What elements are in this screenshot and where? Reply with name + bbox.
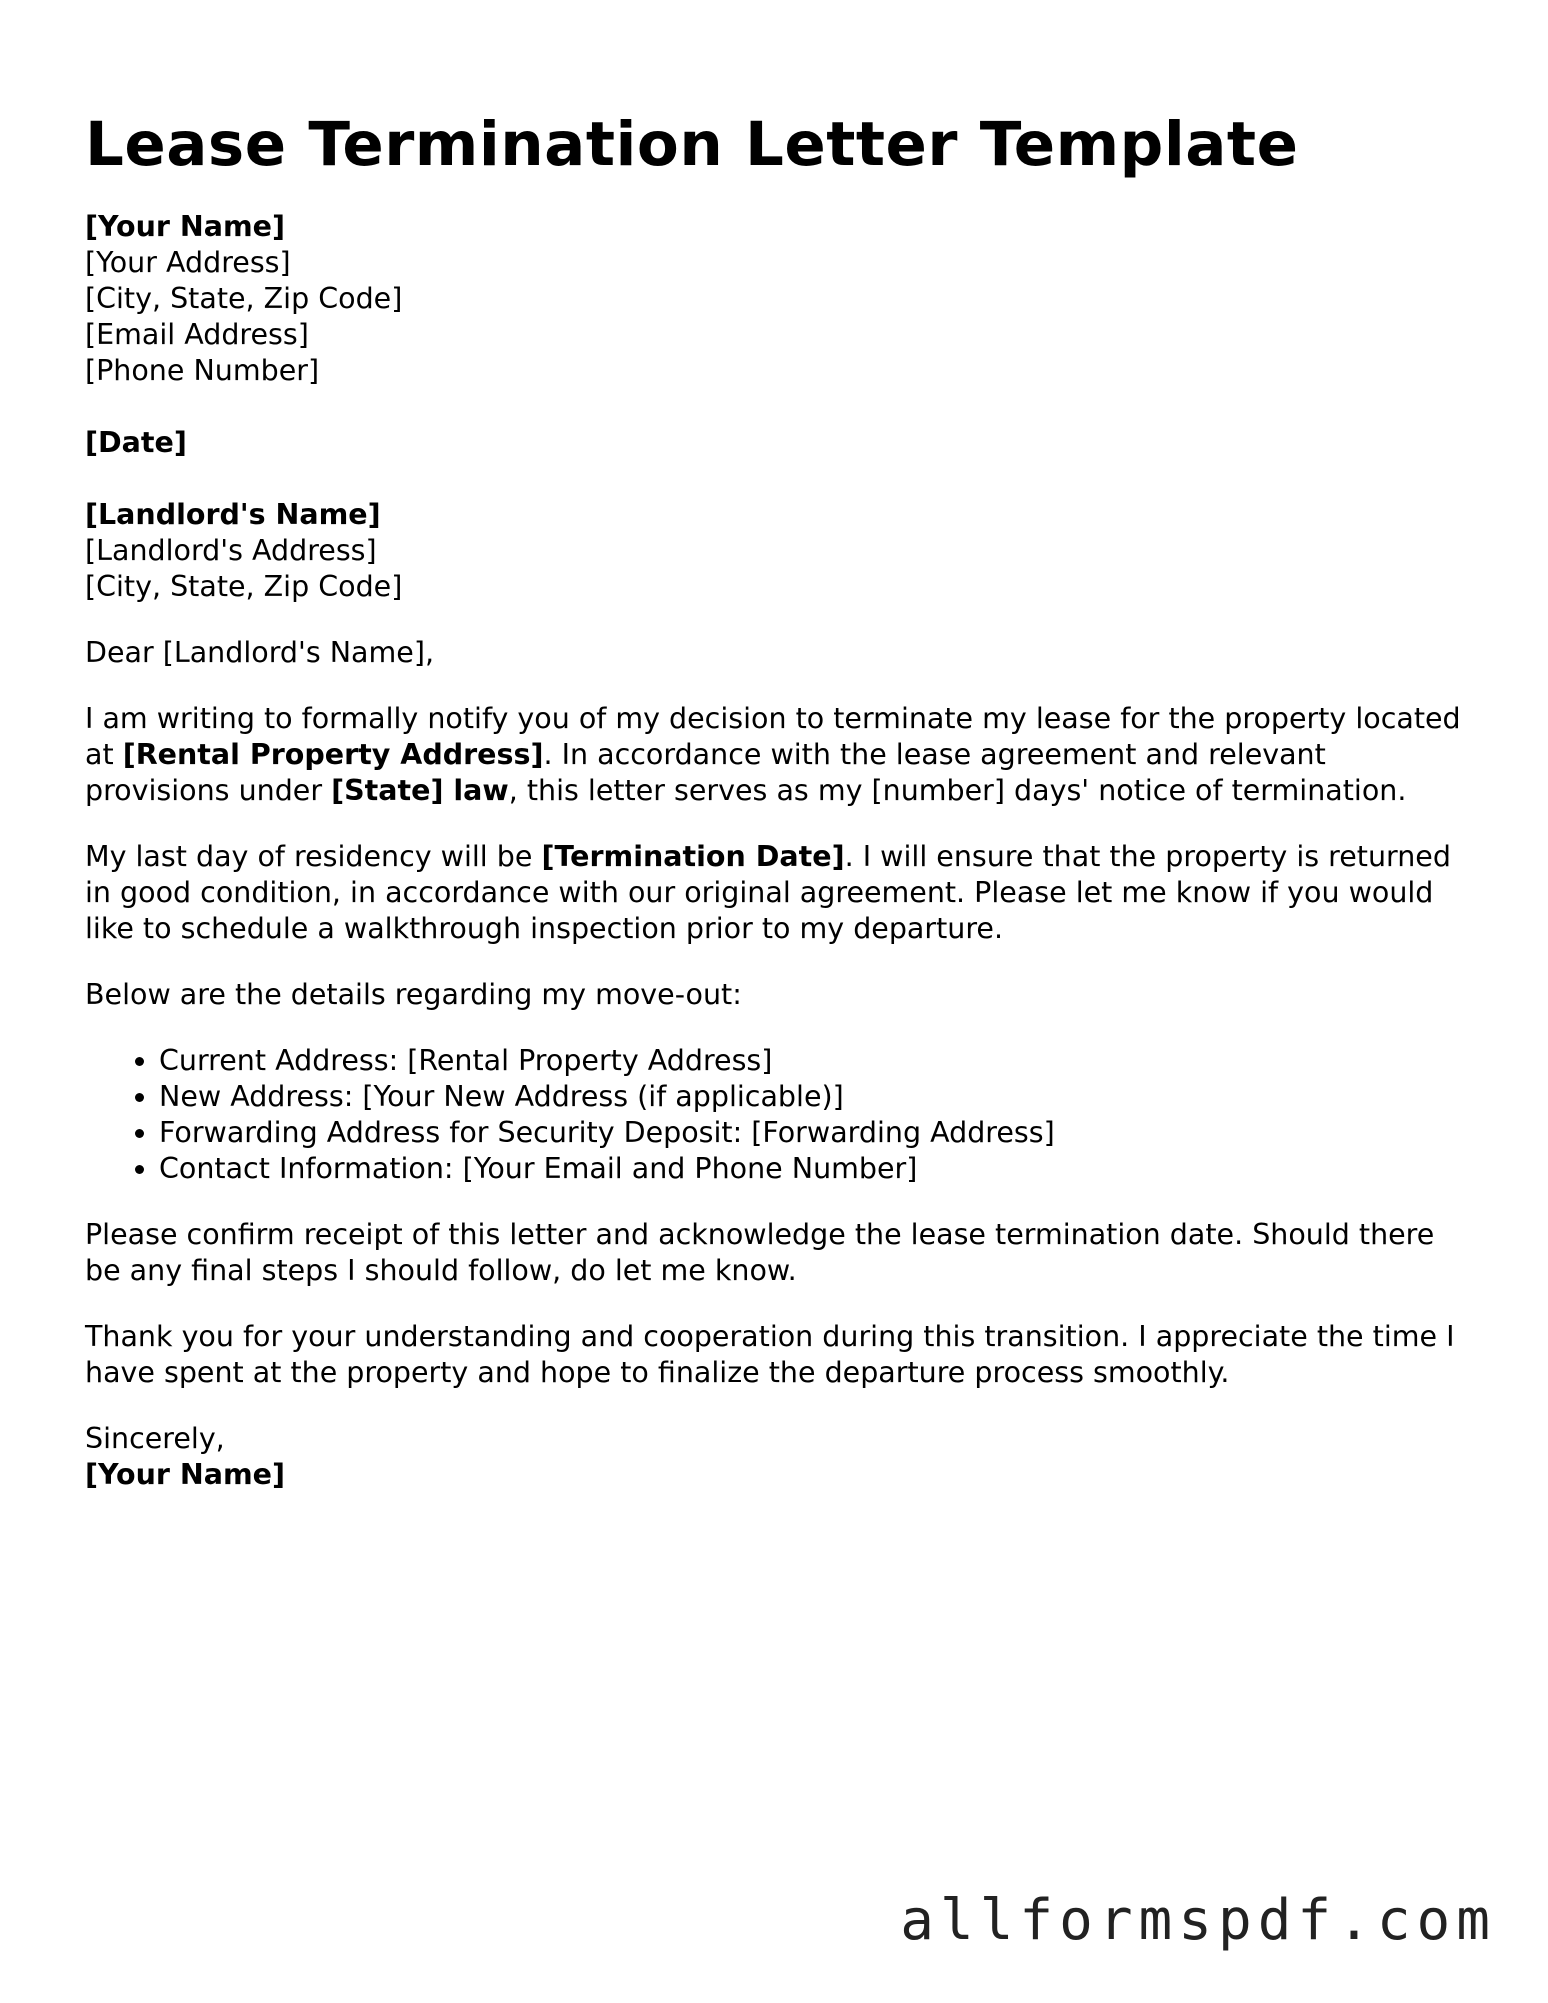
list-item: • New Address: [Your New Address (if applicable)]	[159, 1079, 1465, 1115]
move-out-details-list	[85, 1043, 1465, 1187]
details-intro: Below are the details regarding my move-out:	[85, 978, 742, 1011]
paragraph-thanks: Thank you for your understanding and cooperation during this transition. I appreciate the time I have spent at the property and hope to finalize the departure process smoothly.	[85, 1320, 1455, 1389]
paragraph-notice	[85, 701, 1465, 809]
letter-page	[85, 105, 1465, 1493]
list-item: • Forwarding Address for Security Deposit: [Forwarding Address]	[159, 1115, 1465, 1151]
sender-email: [Email Address]	[85, 318, 309, 351]
salutation: Dear [Landlord's Name],	[85, 636, 434, 669]
closing-block	[85, 1421, 1465, 1493]
recipient-address: [Landlord's Address]	[85, 534, 377, 567]
termination-date: [Termination Date]	[541, 840, 845, 873]
sender-block	[85, 209, 1465, 389]
paragraph-notice-text-1: I am writing to formally notify you of my decision to terminate my lease for the property located at	[85, 702, 1461, 771]
sender-phone: [Phone Number]	[85, 354, 320, 387]
sender-city-state-zip: [City, State, Zip Code]	[85, 282, 403, 315]
paragraph-residency-text-1: My last day of residency will be	[85, 840, 542, 873]
recipient-city-state-zip: [City, State, Zip Code]	[85, 570, 403, 603]
recipient-block	[85, 497, 1465, 605]
sender-name: [Your Name]	[85, 210, 286, 243]
recipient-name: [Landlord's Name]	[85, 498, 381, 531]
paragraph-notice-text-3: , this letter serves as my [number] days' notice of termination.	[508, 774, 1407, 807]
list-item: • Current Address: [Rental Property Address]	[159, 1043, 1465, 1079]
list-item: • Contact Information: [Your Email and Phone Number]	[159, 1151, 1465, 1187]
paragraph-residency-text-2: . I will ensure that the property is returned in good condition, in accordance with our original agreement. Please let me know if you would like to schedule a walkthrough inspection prior to my departure.	[85, 840, 1451, 945]
rental-property-address: [Rental Property Address]	[122, 738, 544, 771]
page-title: Lease Termination Letter Template	[85, 109, 1299, 180]
paragraph-confirm: Please confirm receipt of this letter and acknowledge the lease termination date. Should there be any final steps I should follow, do let me know.	[85, 1218, 1435, 1287]
sender-address: [Your Address]	[85, 246, 291, 279]
paragraph-notice-text-2: . In accordance with the lease agreement and relevant provisions under	[85, 738, 1326, 807]
signature-name: [Your Name]	[85, 1458, 286, 1491]
closing-text: Sincerely,	[85, 1422, 225, 1455]
letter-date: [Date]	[85, 426, 187, 459]
paragraph-residency	[85, 839, 1465, 947]
watermark: allformspdf.com	[900, 1888, 1496, 1953]
state-law: [State] law	[331, 774, 509, 807]
date-block	[85, 425, 1465, 461]
